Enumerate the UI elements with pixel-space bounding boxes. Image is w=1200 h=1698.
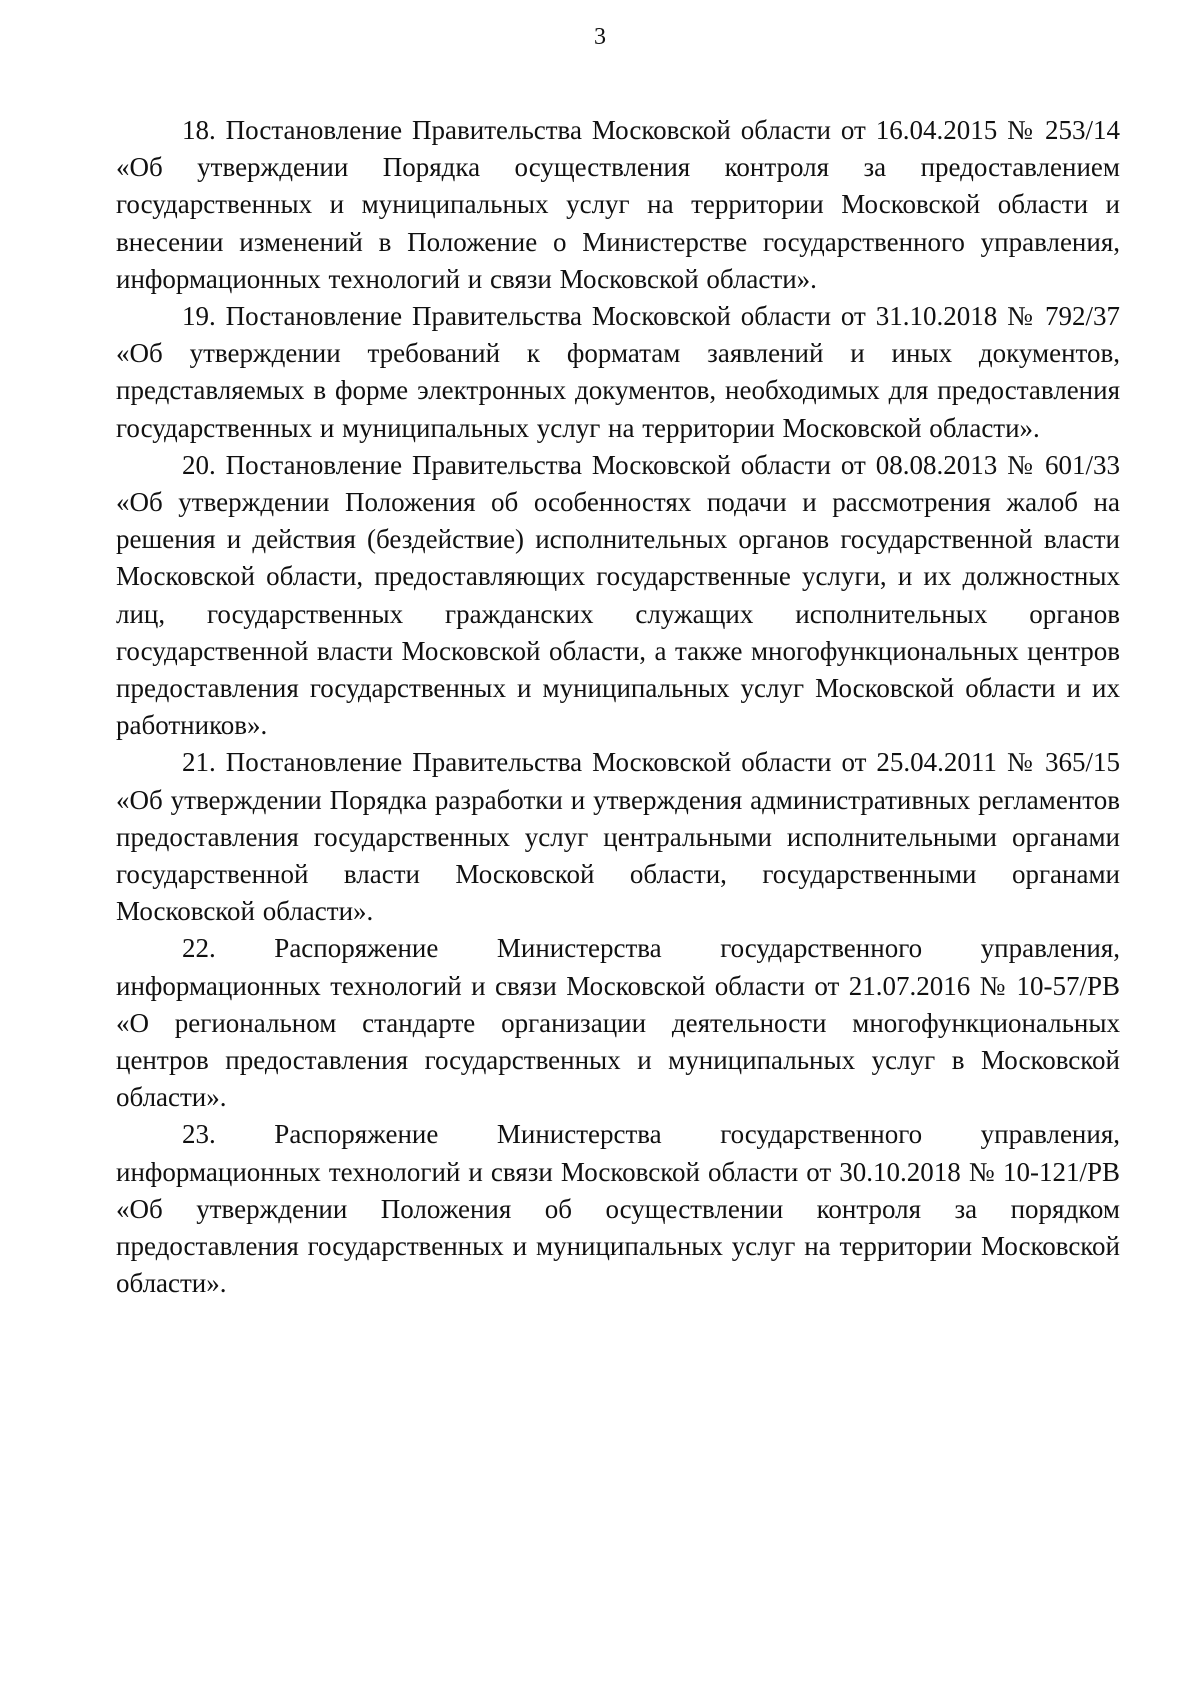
list-item: 21. Постановление Правительства Московской области от 25.04.2011 № 365/15 «Об утверждении Порядка разработки и утверждения административных регламентов предоставления государственных услуг центральными исполнительными органами государственной власти Московской области, государственными органами Московской области».: [116, 747, 1120, 927]
list-item: 20. Постановление Правительства Московской области от 08.08.2013 № 601/33 «Об утверждении Положения об особенностях подачи и рассмотрения жалоб на решения и действия (бездействие) исполнительных органов государственной власти Московской области, предоставляющих государственные услуги, и их должностных лиц, государственных гражданских служащих исполнительных органов государственной власти Московской области, а также многофункциональных центров предоставления государственных и муниципальных услуг Московской области и их работников».: [116, 449, 1120, 741]
document-body: [116, 112, 1120, 1303]
page-number: 3: [594, 24, 606, 50]
list-item: 23. Распоряжение Министерства государственного управления, информационных технологий и связи Московской области от 30.10.2018 № 10-121/РВ «Об утверждении Положения об осуществлении контроля за порядком предоставления государственных и муниципальных услуг на территории Московской области».: [116, 1119, 1120, 1299]
list-item: 22. Распоряжение Министерства государственного управления, информационных технологий и связи Московской области от 21.07.2016 № 10-57/РВ «О региональном стандарте организации деятельности многофункциональных центров предоставления государственных и муниципальных услуг в Московской области».: [116, 933, 1120, 1113]
list-item: 18. Постановление Правительства Московской области от 16.04.2015 № 253/14 «Об утверждении Порядка осуществления контроля за предоставлением государственных и муниципальных услуг на территории Московской области и внесении изменений в Положение о Министерстве государственного управления, информационных технологий и связи Московской области».: [116, 115, 1120, 294]
list-item: 19. Постановление Правительства Московской области от 31.10.2018 № 792/37 «Об утверждении требований к форматам заявлений и иных документов, представляемых в форме электронных документов, необходимых для предоставления государственных и муниципальных услуг на территории Московской области».: [116, 301, 1120, 443]
